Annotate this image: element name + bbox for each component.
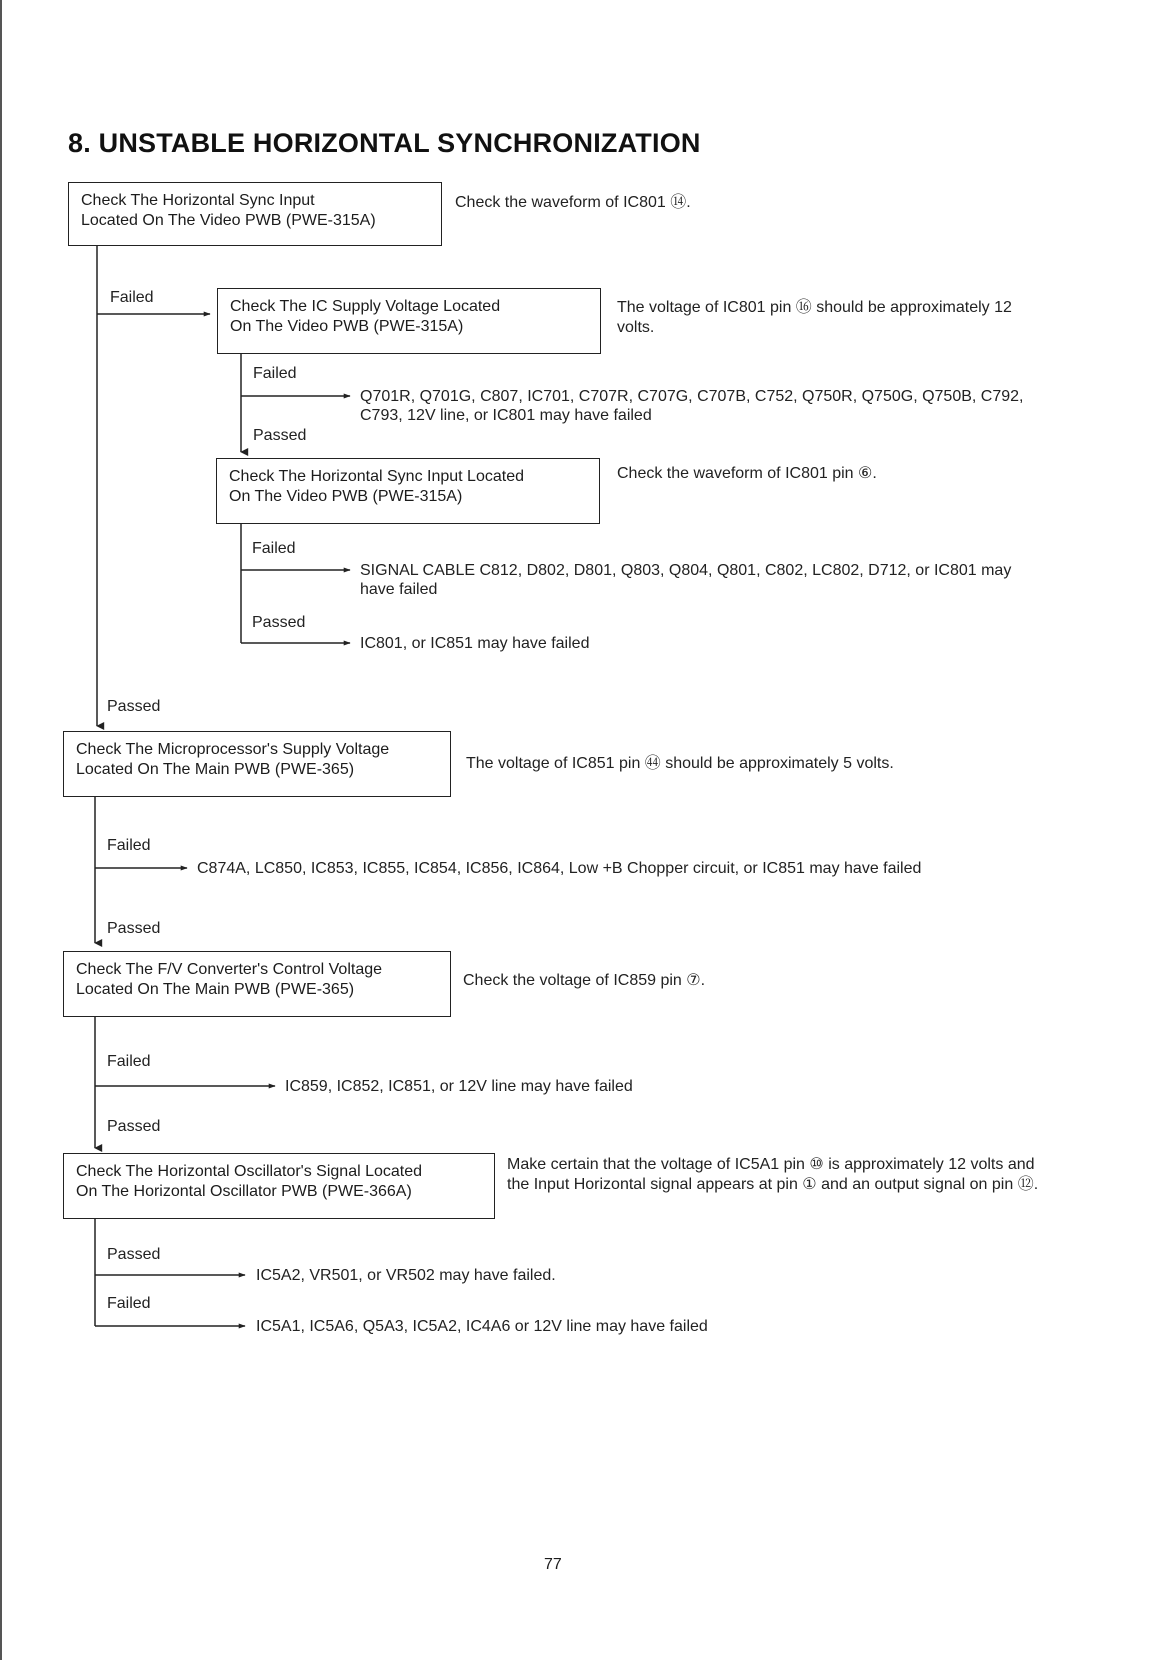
step-box-line: On The Horizontal Oscillator PWB (PWE-366A)	[76, 1183, 412, 1200]
step-note: Check the voltage of IC859 pin ⑦.	[463, 972, 706, 989]
step-box-line: On The Video PWB (PWE-315A)	[229, 488, 463, 505]
failure-result: IC859, IC852, IC851, or 12V line may have failed	[285, 1078, 633, 1095]
label-failed: Failed	[252, 540, 296, 557]
step-note: Check the waveform of IC801 ⑭.	[455, 194, 691, 211]
label-passed: Passed	[253, 427, 307, 444]
label-failed: Failed	[107, 1053, 151, 1070]
label-failed: Failed	[110, 289, 154, 306]
step-box-line: Located On The Video PWB (PWE-315A)	[81, 212, 376, 229]
label-passed: Passed	[107, 698, 161, 715]
step-note: Check the waveform of IC801 pin ⑥.	[617, 465, 877, 482]
label-passed: Passed	[107, 1118, 161, 1135]
step-box-line: Check The Horizontal Sync Input	[81, 192, 315, 209]
step-box-horizontal-sync-input	[68, 182, 442, 246]
label-passed: Passed	[107, 920, 161, 937]
failure-result: Q701R, Q701G, C807, IC701, C707R, C707G, C707B, C752, Q750R, Q750G, Q750B, C792, C793, 12V line, or IC801 may have failed	[360, 388, 1024, 424]
step-box-line: Check The Microprocessor's Supply Voltage	[76, 741, 390, 758]
step-note: Make certain that the voltage of IC5A1 pin ⑩ is approximately 12 volts and the Input Horizontal signal appears at pin ① and an output signal on pin ⑫.	[507, 1156, 1039, 1193]
step-box-line: Located On The Main PWB (PWE-365)	[76, 761, 355, 778]
step-box-line: Check The Horizontal Sync Input Located	[229, 468, 524, 485]
step-box-line: On The Video PWB (PWE-315A)	[230, 318, 464, 335]
passed-result: IC801, or IC851 may have failed	[360, 635, 590, 652]
step-box-line: Check The F/V Converter's Control Voltage	[76, 961, 383, 978]
step-box-line: Check The Horizontal Oscillator's Signal Located	[76, 1163, 423, 1180]
failure-result: C874A, LC850, IC853, IC855, IC854, IC856, IC864, Low +B Chopper circuit, or IC851 may have failed	[197, 860, 922, 877]
label-failed: Failed	[107, 1295, 151, 1312]
step-box-ic-supply-voltage	[217, 288, 601, 354]
step-note: The voltage of IC851 pin ㊹ should be approximately 5 volts.	[466, 755, 894, 772]
label-passed: Passed	[252, 614, 306, 631]
page-number: 77	[544, 1556, 562, 1573]
label-passed: Passed	[107, 1246, 161, 1263]
step-box-horizontal-sync-input-2	[216, 458, 600, 524]
step-box-microprocessor-supply	[63, 731, 451, 797]
failure-result: SIGNAL CABLE C812, D802, D801, Q803, Q804, Q801, C802, LC802, D712, or IC801 may have failed	[360, 562, 1012, 598]
page-title: 8. UNSTABLE HORIZONTAL SYNCHRONIZATION	[68, 128, 701, 158]
label-failed: Failed	[107, 837, 151, 854]
step-note: The voltage of IC801 pin ⑯ should be approximately 12 volts.	[617, 299, 1012, 336]
step-box-fv-converter	[63, 951, 451, 1017]
failure-result: IC5A1, IC5A6, Q5A3, IC5A2, IC4A6 or 12V line may have failed	[256, 1318, 708, 1335]
step-box-line: Check The IC Supply Voltage Located	[230, 298, 501, 315]
passed-result: IC5A2, VR501, or VR502 may have failed.	[256, 1267, 556, 1284]
step-box-horizontal-oscillator	[63, 1153, 495, 1219]
label-failed: Failed	[253, 365, 297, 382]
step-box-line: Located On The Main PWB (PWE-365)	[76, 981, 355, 998]
